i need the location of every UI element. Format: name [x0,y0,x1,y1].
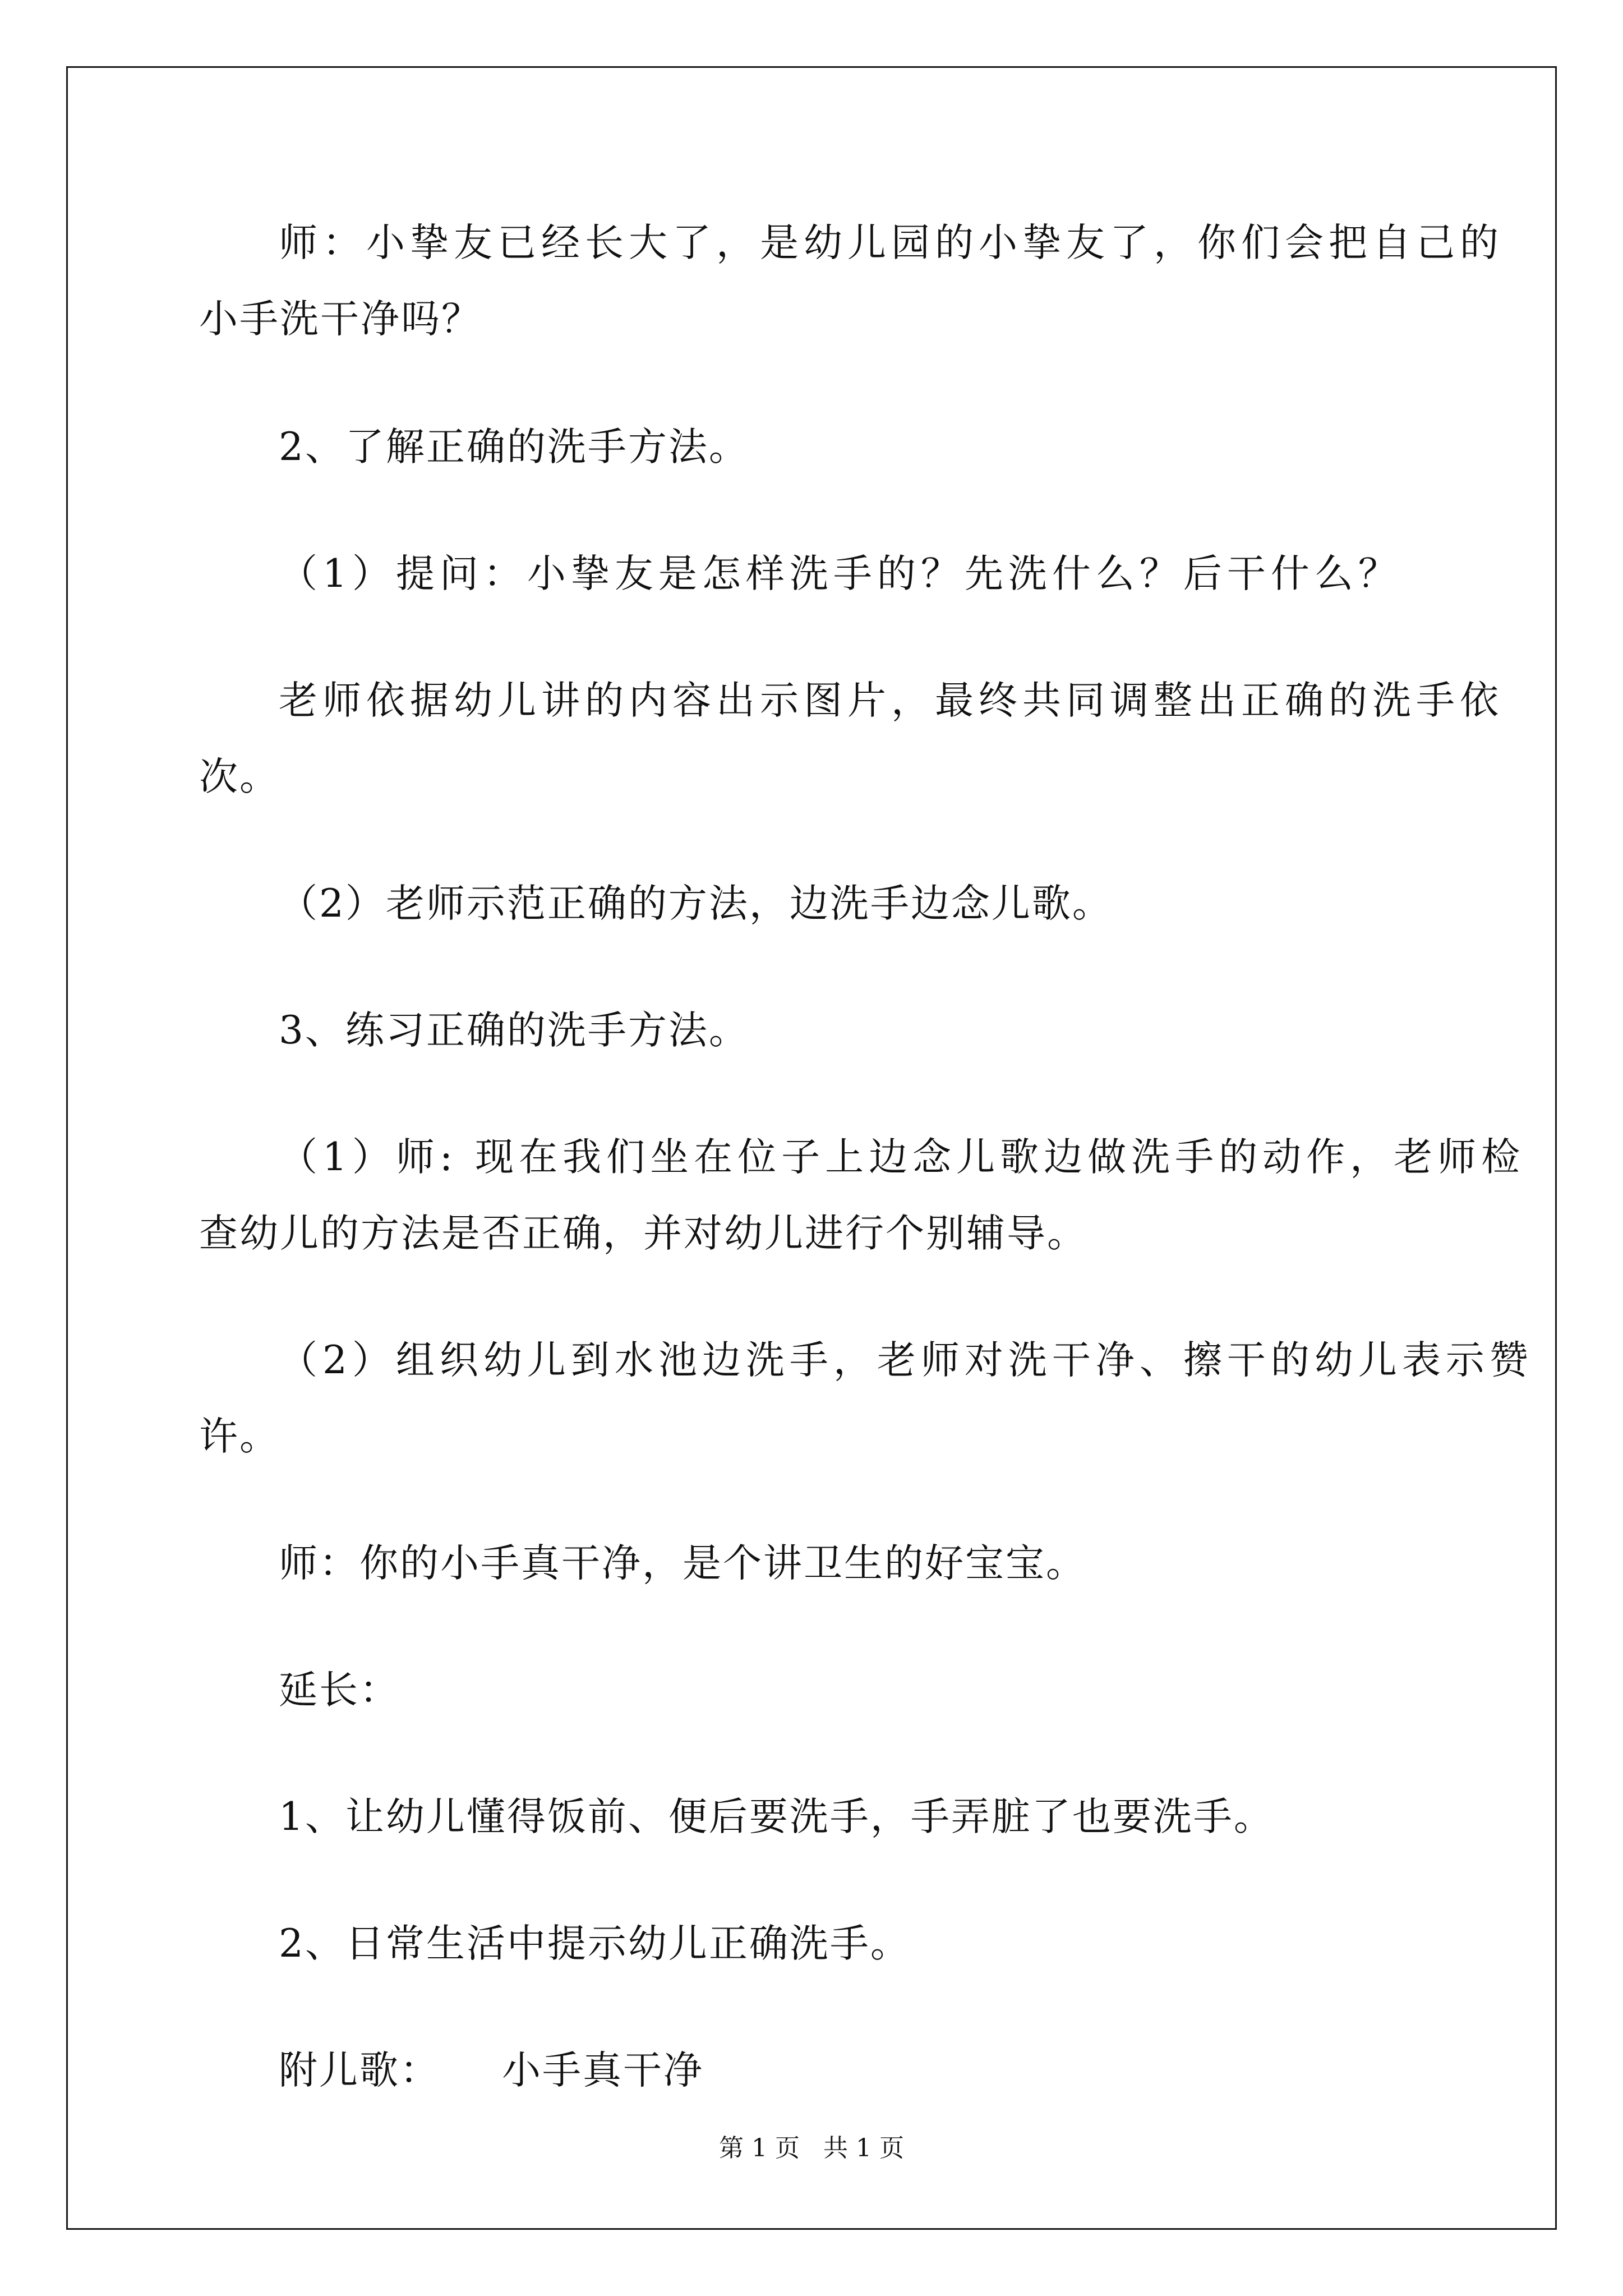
paragraph-line: 2、了解正确的洗手方法。 [279,425,749,470]
paragraph-line: 3、练习正确的洗手方法。 [279,1008,749,1053]
poem-heading [279,2045,704,2096]
paragraph-line: 许。 [199,1414,280,1459]
paragraph-line: 师：你的小手真干净，是个讲卫生的好宝宝。 [279,1541,1086,1586]
paragraph-line: 查幼儿的方法是否正确，并对幼儿进行个别辅导。 [199,1211,1087,1256]
page-number-footer: 第 1 页 共 1 页 [719,2134,904,2162]
poem-label: 附儿歌： [279,2048,440,2093]
paragraph-line: 延长： [279,1668,400,1713]
paragraph-line: 1、让幼儿懂得饭前、便后要洗手，手弄脏了也要洗手。 [279,1795,1274,1839]
paragraph-line: 小手洗干净吗？ [199,297,482,342]
paragraph-line: （1）提问：小挚友是怎样洗手的？先洗什么？后干什么？ [279,551,1402,596]
paragraph-line: （2）组织幼儿到水池边洗手，老师对洗干净、擦干的幼儿表示赞 [279,1338,1533,1383]
paragraph-line: （2）老师示范正确的方法，边洗手边念儿歌。 [279,881,1113,926]
paragraph-line: 老师依据幼儿讲的内容出示图片，最终共同调整出正确的洗手依 [279,678,1504,723]
paragraph-line: 师：小挚友已经长大了，是幼儿园的小挚友了，你们会把自己的 [279,220,1504,265]
paragraph-line: 次。 [199,754,280,799]
paragraph-line: （1）师: 现在我们坐在位子上边念儿歌边做洗手的动作，老师检 [279,1135,1525,1180]
paragraph-line: 2、日常生活中提示幼儿正确洗手。 [279,1921,911,1966]
poem-title: 小手真干净 [502,2048,704,2093]
